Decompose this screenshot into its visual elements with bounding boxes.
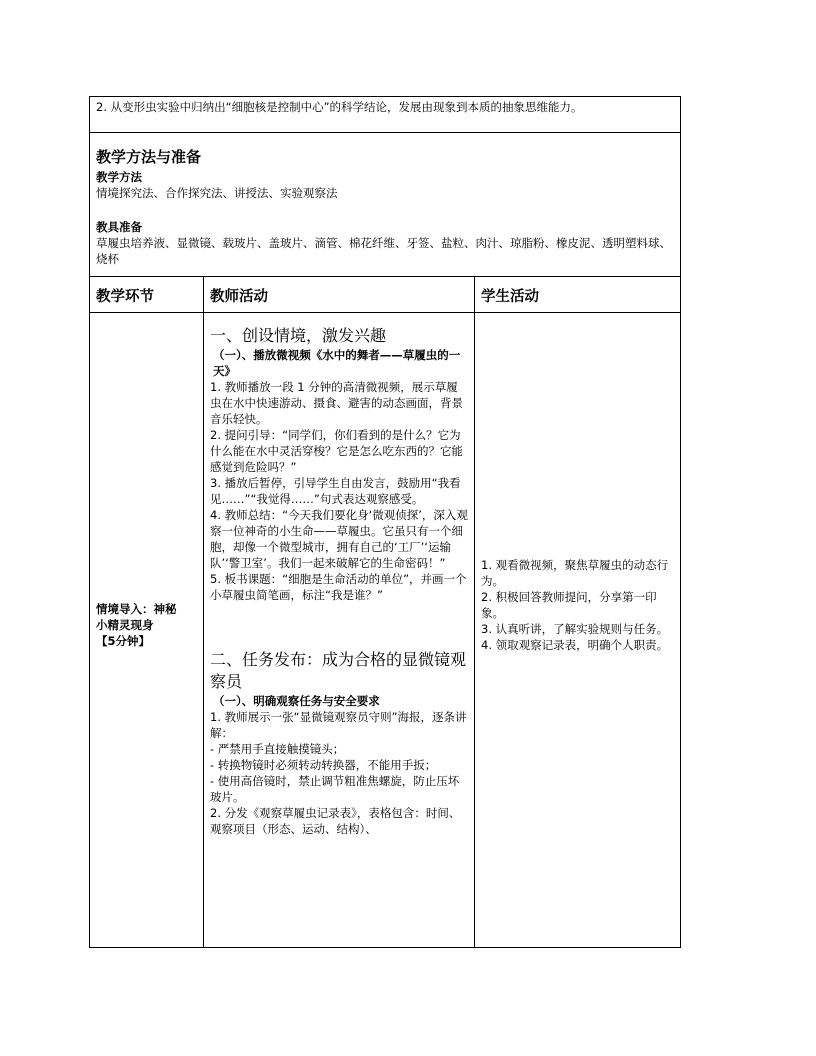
student-item: 4. 领取观察记录表，明确个人职责。 <box>481 638 669 652</box>
header-segment: 教学环节 <box>90 277 204 313</box>
student-item: 1. 观看微视频，聚焦草履虫的动态行为。 <box>481 558 669 588</box>
segment-cell <box>90 313 204 948</box>
teacher-subheading-1: （一）、播放微视频《水中的舞者——草履虫的一天》 <box>213 348 461 378</box>
methods-section-title: 教学方法与准备 <box>96 148 202 166</box>
methods-label: 教学方法 <box>96 170 142 184</box>
table-row <box>90 313 681 948</box>
header-student: 学生活动 <box>475 277 681 313</box>
teacher-item: - 严禁用手直接触摸镜头； <box>210 742 345 756</box>
header-teacher: 教师活动 <box>204 277 475 313</box>
table-header-row <box>90 277 681 313</box>
teacher-item: 1. 教师播放一段 1 分钟的高清微视频，展示草履虫在水中快速游动、摄食、避害的动态画面，背景音乐轻快。 <box>210 380 463 426</box>
document-page <box>89 96 680 948</box>
teacher-item: 2. 分发《观察草履虫记录表》，表格包含：时间、观察项目（形态、运动、结构）、 <box>210 806 461 836</box>
methods-text: 情境探究法、合作探究法、讲授法、实验观察法 <box>96 186 338 200</box>
student-item: 3. 认真听讲，了解实验规则与任务。 <box>481 622 669 636</box>
methods-cell <box>90 133 681 277</box>
teacher-item: 5. 板书课题：“细胞是生命活动的单位”，并画一个小草履虫简笔画，标注“我是谁？” <box>210 572 467 602</box>
teacher-item: 2. 提问引导：“同学们，你们看到的是什么？它为什么能在水中灵活穿梭？它是怎么吃东西的？它能感觉到危险吗？” <box>210 428 463 474</box>
student-activity-cell <box>475 313 681 948</box>
student-item: 2. 积极回答教师提问，分享第一印象。 <box>481 590 657 620</box>
teacher-item: - 使用高倍镜时，禁止调节粗准焦螺旋，防止压坏玻片。 <box>210 774 460 804</box>
segment-label-line3: 【5分钟】 <box>96 634 151 648</box>
teacher-item: - 转换物镜时必须转动转换器，不能用手扳； <box>210 758 437 772</box>
teacher-heading-2: 二、任务发布：成为合格的显微镜观察员 <box>210 650 467 691</box>
segment-label-line1: 情境导入：神秘 <box>96 602 177 616</box>
teacher-activity-cell <box>204 313 475 948</box>
segment-label-line2: 小精灵现身 <box>96 618 154 632</box>
tools-text: 草履虫培养液、显微镜、载玻片、盖玻片、滴管、棉花纤维、牙签、盐粒、肉汁、琼脂粉、橡皮泥、透明塑料球、烧杯 <box>96 236 671 266</box>
methods-row <box>90 133 681 277</box>
teacher-subheading-2: （一）、明确观察任务与安全要求 <box>213 694 380 708</box>
objective-row <box>90 97 681 133</box>
teacher-item: 1. 教师展示一张“显微镜观察员守则”海报，逐条讲解： <box>210 710 467 740</box>
objective-item: 2. 从变形虫实验中归纳出“细胞核是控制中心”的科学结论，发展由现象到本质的抽象思维能力。 <box>90 97 681 133</box>
teacher-heading-1: 一、创设情境，激发兴趣 <box>210 326 387 345</box>
teacher-item: 4. 教师总结：“今天我们要化身‘微观侦探’，深入观察一位神奇的小生命——草履虫。它虽只有一个细胞，却像一个微型城市，拥有自己的‘工厂’‘运输队’‘警卫室’。我们一起来破解它的生命密码！” <box>210 508 468 570</box>
teacher-item: 3. 播放后暂停，引导学生自由发言，鼓励用“我看见……”“我觉得……”句式表达观察感受。 <box>210 476 461 506</box>
lesson-plan-table <box>89 96 681 948</box>
tools-label: 教具准备 <box>96 220 142 234</box>
